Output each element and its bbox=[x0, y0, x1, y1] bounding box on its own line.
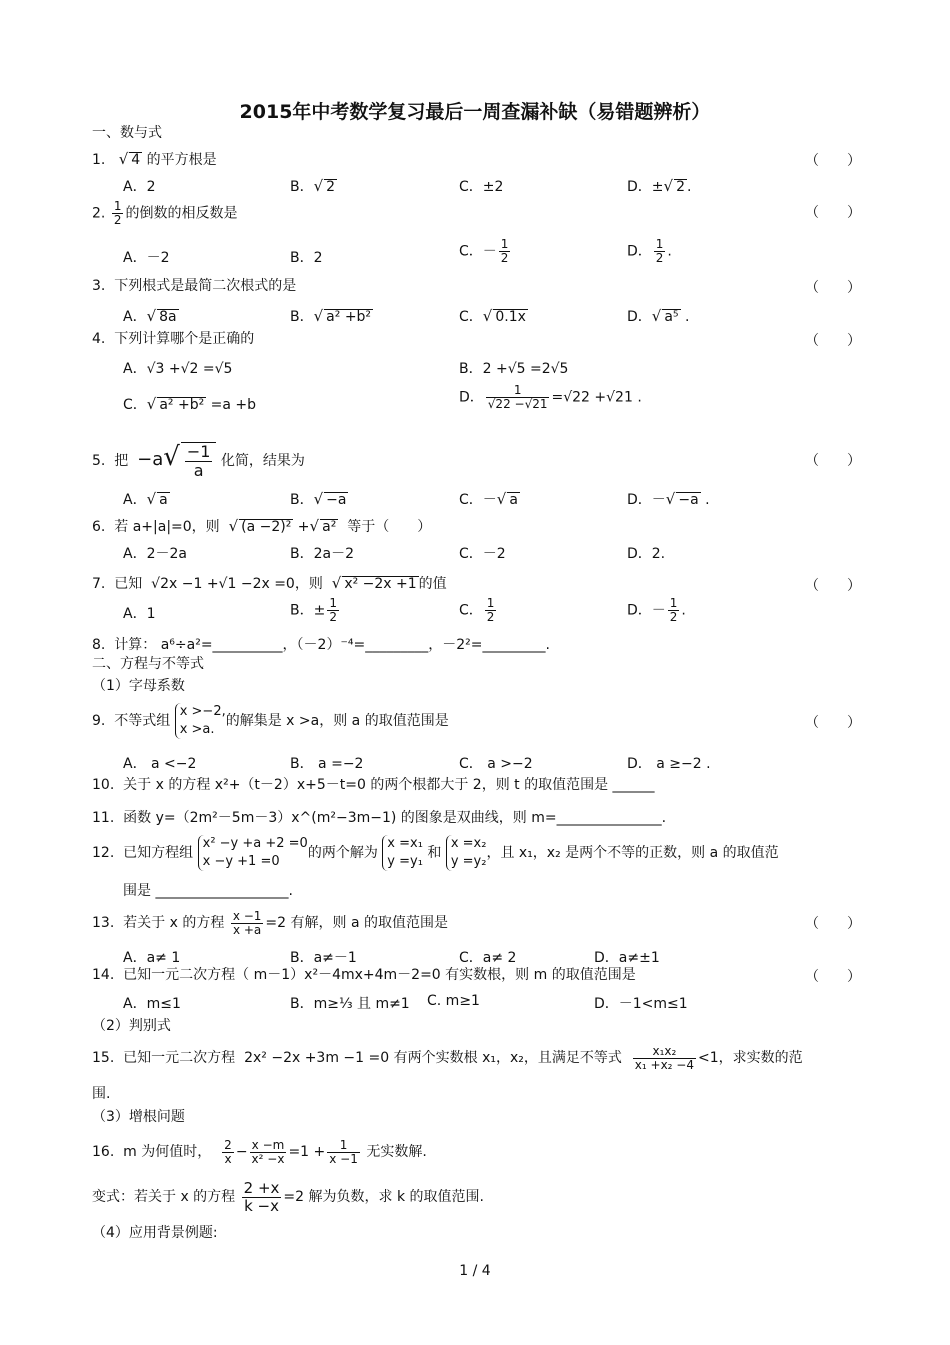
option-d: D．2. bbox=[627, 546, 666, 562]
option-b: B．√ 2 bbox=[290, 177, 336, 195]
option-b: B．2 bbox=[290, 250, 323, 266]
page-number: 1 / 4 bbox=[459, 1263, 491, 1279]
option-a: A．1 bbox=[123, 606, 156, 622]
answer-paren: （ ） bbox=[805, 578, 861, 594]
subsection-heading: （1）字母系数 bbox=[92, 678, 185, 694]
option-c: C． a >−2 bbox=[459, 756, 533, 772]
option-b: B．2 +√5 =2√5 bbox=[459, 361, 569, 377]
option-d: D．－1<m≤1 bbox=[594, 996, 688, 1012]
option-c: C．a≠ 2 bbox=[459, 950, 517, 966]
question-6: 6. 若 a+|a|=0，则 √ (a −2)² +√ a² 等于（ ） bbox=[92, 517, 432, 535]
option-c: C．√ a² +b² =a +b bbox=[123, 395, 257, 413]
option-a: A．√ 8a bbox=[123, 307, 177, 325]
option-d: D． $\frac{1}{2}$ . bbox=[627, 237, 672, 265]
answer-paren: （ ） bbox=[805, 205, 861, 221]
option-d: D． a ≥−2 . bbox=[627, 756, 711, 772]
option-d: D．√ a⁵ . bbox=[627, 307, 690, 325]
option-b: B．2a－2 bbox=[290, 546, 354, 562]
subsection-heading: （3）增根问题 bbox=[92, 1109, 185, 1125]
option-c: C. m≥1 bbox=[427, 993, 480, 1009]
question-15-cont: 围. bbox=[92, 1086, 111, 1102]
question-3: 3. 下列根式是最简二次根式的是 bbox=[92, 278, 297, 294]
option-a: A．2 bbox=[123, 179, 156, 195]
answer-paren: （ ） bbox=[805, 969, 861, 985]
option-c: C．√ 0.1x bbox=[459, 307, 526, 325]
option-d: D．a≠±1 bbox=[594, 950, 660, 966]
option-c: C．－√ a bbox=[459, 490, 518, 508]
answer-paren: （ ） bbox=[805, 715, 861, 731]
answer-paren: （ ） bbox=[805, 280, 861, 296]
question-2: 2. $\frac{1}{2}$ 的倒数的相反数是 bbox=[92, 199, 238, 227]
question-16: 16. m 为何值时， $\frac{2}{x}$ − $\frac{x -m}{\text{x² −x}}$ =1 + $\frac{1}{x -1}$ 无实数解. bbox=[92, 1137, 427, 1166]
option-d: D．－√ −a . bbox=[627, 490, 710, 508]
answer-paren: （ ） bbox=[805, 333, 861, 349]
option-b: B．√ a² +b² bbox=[290, 307, 372, 325]
question-7: 7. 已知 √2x −1 +√1 −2x =0，则 √ x² −2x +1 的值 bbox=[92, 574, 447, 592]
option-b: B．± $\frac{1}{2}$ bbox=[290, 596, 337, 624]
option-b: B．a≠－1 bbox=[290, 950, 357, 966]
subsection-heading: （4）应用背景例题: bbox=[92, 1225, 218, 1241]
option-d: D． $\frac{1}{√22 -√21}$ =√22 +√21 . bbox=[459, 383, 642, 411]
question-12-cont: 围是 ___________________. bbox=[123, 883, 293, 899]
option-c: C． $\frac{1}{2}$ bbox=[459, 596, 495, 624]
answer-paren: （ ） bbox=[805, 916, 861, 932]
option-a: A．2－2a bbox=[123, 546, 187, 562]
question-4: 4. 下列计算哪个是正确的 bbox=[92, 331, 255, 347]
answer-paren: （ ） bbox=[805, 153, 861, 169]
option-a: A． a <−2 bbox=[123, 756, 197, 772]
option-a: A．√ a bbox=[123, 490, 168, 508]
option-b: B． a =−2 bbox=[290, 756, 364, 772]
option-a: A．a≠ 1 bbox=[123, 950, 181, 966]
question-11: 11. 函数 y=（2m²－5m－3）x^(m²−3m−1) 的图象是双曲线，则 m=_______________. bbox=[92, 810, 667, 826]
question-15: 15. 已知一元二次方程 2x² −2x +3m −1 =0 有两个实数根 x₁，x₂，且满足不等式 $\frac{\text{x₁x₂}}{\text{x₁ +x₂ −4}}$ <1，求实数的范 bbox=[92, 1043, 803, 1072]
question-12: 12. 已知方程组 x² −y +a +2 =0 x −y +1 =0 的两个解为 x =x₁ y =y₁ 和 x =x₂ y =y₂ ，且 x₁，x₂ 是两个不等的正数，则 a 的取值范 bbox=[92, 836, 779, 869]
question-1: 1. √ 4 的平方根是 bbox=[92, 150, 217, 168]
option-a: A．m≤1 bbox=[123, 996, 181, 1012]
subsection-heading: （2）判别式 bbox=[92, 1018, 171, 1034]
question-10: 10. 关于 x 的方程 x²+（t－2）x+5－t=0 的两个根都大于 2，则 t 的取值范围是 ______ bbox=[92, 777, 655, 793]
question-13: 13. 若关于 x 的方程 $\frac{x -1}{x +a}$ =2 有解，则 a 的取值范围是 bbox=[92, 908, 448, 937]
page-title: 2015年中考数学复习最后一周查漏补缺（易错题辨析） bbox=[239, 101, 711, 123]
option-a: A．－2 bbox=[123, 250, 170, 266]
option-c: C．±2 bbox=[459, 179, 504, 195]
question-8: 8. 计算： a⁶÷a²=__________，（－2）⁻⁴=_________，－2²=_________. bbox=[92, 637, 550, 653]
option-d: D．－ $\frac{1}{2}$ . bbox=[627, 596, 686, 624]
option-d: D．±√ 2 . bbox=[627, 177, 692, 195]
answer-paren: （ ） bbox=[805, 453, 861, 469]
option-a: A．√3 +√2 =√5 bbox=[123, 361, 233, 377]
question-5: 5. 把 −a√ $\frac{-1}{a}$ 化简，结果为 bbox=[92, 441, 305, 480]
variant-question: 变式：若关于 x 的方程 $\frac{2 +x}{k -x}$ =2 解为负数，求 k 的取值范围. bbox=[92, 1178, 484, 1215]
section-heading: 一、数与式 bbox=[92, 125, 162, 141]
option-c: C．－2 bbox=[459, 546, 506, 562]
question-9: 9. 不等式组 x >−2, x >a. 的解集是 x >a，则 a 的取值范围是 bbox=[92, 704, 449, 737]
option-c: C．－ $\frac{1}{2}$ bbox=[459, 237, 509, 265]
section-heading: 二、方程与不等式 bbox=[92, 656, 204, 672]
question-14: 14. 已知一元二次方程（ m－1）x²－4mx+4m－2=0 有实数根，则 m 的取值范围是 bbox=[92, 967, 636, 983]
option-b: B．√ −a bbox=[290, 490, 347, 508]
option-b: B．m≥⅓ 且 m≠1 bbox=[290, 996, 410, 1012]
